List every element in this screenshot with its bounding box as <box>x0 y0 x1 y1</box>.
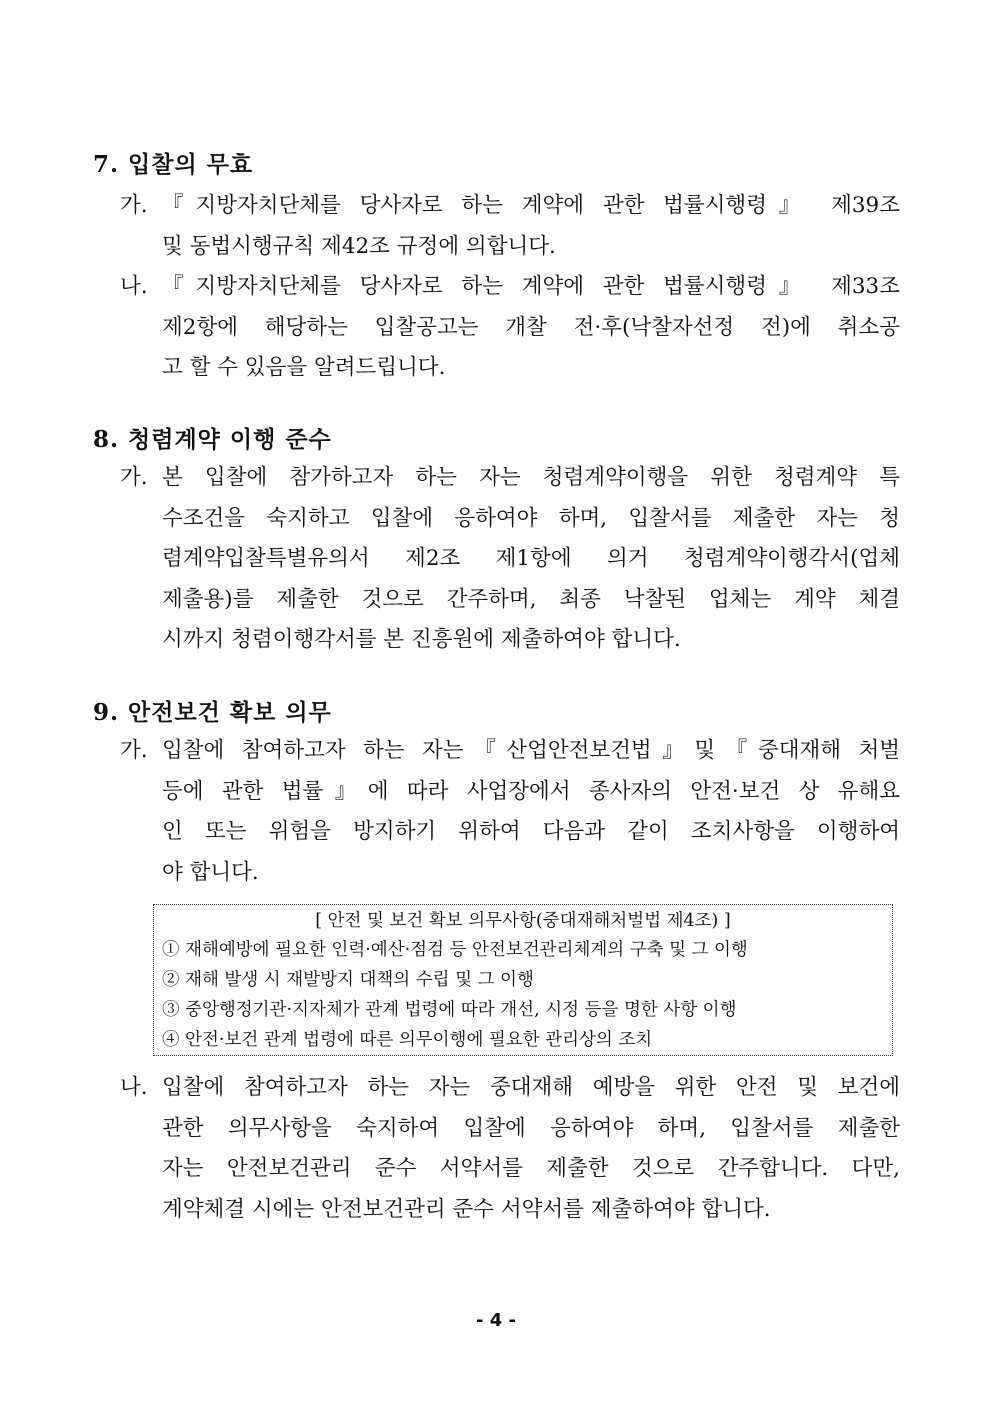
item-marker: 나. <box>120 274 148 299</box>
item-text: 렴계약입찰특별유의서 제2조 제1항에 의거 청렴계약이행각서(업체 <box>162 546 900 571</box>
item-text: 등에 관한 법률』에 따라 사업장에서 종사자의 안전·보건 상 유해요 <box>162 778 900 804</box>
safety-obligations-box <box>153 904 893 1056</box>
item-line <box>120 620 900 661</box>
box-title: [ 안전 및 보건 확보 의무사항(중대재해처벌법 제4조) ] <box>315 911 731 931</box>
item-line <box>120 580 900 621</box>
item-line <box>120 812 900 853</box>
item-text: 『지방자치단체를 당사자로 하는 계약에 관한 법률시행령』 제33조 <box>162 274 900 299</box>
item-line <box>120 539 900 580</box>
section-8-heading: 8. 청렴계약 이행 준수 <box>93 426 332 453</box>
item-line <box>120 308 900 349</box>
item-text: 자는 안전보건관리 준수 서약서를 제출한 것으로 간주합니다. 다만, <box>162 1156 900 1181</box>
item-text: 입찰에 참여하고자 하는 자는『산업안전보건법』및『중대재해 처벌 <box>162 738 900 763</box>
item-text: 시까지 청렴이행각서를 본 진흥원에 제출하여야 합니다. <box>162 627 681 652</box>
item-line <box>120 227 900 268</box>
item-line <box>120 499 900 540</box>
item-marker: 가. <box>120 465 148 490</box>
section-7-item-na <box>120 267 900 389</box>
item-text: 야 합니다. <box>162 859 259 885</box>
item-line <box>120 1068 900 1109</box>
item-line <box>120 186 900 227</box>
item-text: 본 입찰에 참가하고자 하는 자는 청렴계약이행을 위한 청렴계약 특 <box>162 465 900 490</box>
section-8-item-ga <box>120 458 900 661</box>
item-line <box>120 772 900 813</box>
item-line <box>120 1190 900 1231</box>
item-text: 제2항에 해당하는 입찰공고는 개찰 전·후(낙찰자선정 전)에 취소공 <box>162 314 900 340</box>
item-marker: 가. <box>120 738 148 763</box>
item-text: 관한 의무사항을 숙지하여 입찰에 응하여야 하며, 입찰서를 제출한 <box>162 1115 900 1141</box>
section-9-item-na <box>120 1068 900 1230</box>
item-text: 및 동법시행규칙 제42조 규정에 의합니다. <box>162 233 556 259</box>
page-number: - 4 - <box>476 1310 516 1331</box>
item-text: 고 할 수 있음을 알려드립니다. <box>162 355 446 380</box>
item-text: 인 또는 위험을 방지하기 위하여 다음과 같이 조치사항을 이행하여 <box>162 819 900 844</box>
section-7-item-ga <box>120 186 900 267</box>
item-marker: 나. <box>120 1075 148 1100</box>
section-9-item-ga <box>120 731 900 893</box>
item-text: 계약체결 시에는 안전보건관리 준수 서약서를 제출하여야 합니다. <box>162 1196 771 1222</box>
item-line <box>120 1149 900 1190</box>
item-text: 수조건을 숙지하고 입찰에 응하여야 하며, 입찰서를 제출한 자는 청 <box>162 505 900 531</box>
box-line: ② 재해 발생 시 재발방지 대책의 수립 및 그 이행 <box>162 970 534 990</box>
item-text: 『지방자치단체를 당사자로 하는 계약에 관한 법률시행령』 제39조 <box>162 193 900 218</box>
section-9-heading: 9. 안전보건 확보 의무 <box>93 699 332 726</box>
item-text: 제출용)를 제출한 것으로 간주하며, 최종 낙찰된 업체는 계약 체결 <box>162 586 900 612</box>
box-line: ③ 중앙행정기관·지자체가 관계 법령에 따라 개선, 시정 등을 명한 사항 이행 <box>162 1000 737 1020</box>
item-marker: 가. <box>120 193 148 218</box>
item-line <box>120 1109 900 1150</box>
item-line <box>120 348 900 389</box>
section-7-heading: 7. 입찰의 무효 <box>93 151 254 178</box>
box-line: ④ 안전·보건 관계 법령에 따른 의무이행에 필요한 관리상의 조치 <box>162 1030 653 1050</box>
item-text: 입찰에 참여하고자 하는 자는 중대재해 예방을 위한 안전 및 보건에 <box>162 1075 900 1100</box>
box-line: ① 재해예방에 필요한 인력·예산·점검 등 안전보건관리체계의 구축 및 그 이행 <box>162 940 748 960</box>
item-line <box>120 458 900 499</box>
item-line <box>120 853 900 894</box>
item-line <box>120 731 900 772</box>
item-line <box>120 267 900 308</box>
